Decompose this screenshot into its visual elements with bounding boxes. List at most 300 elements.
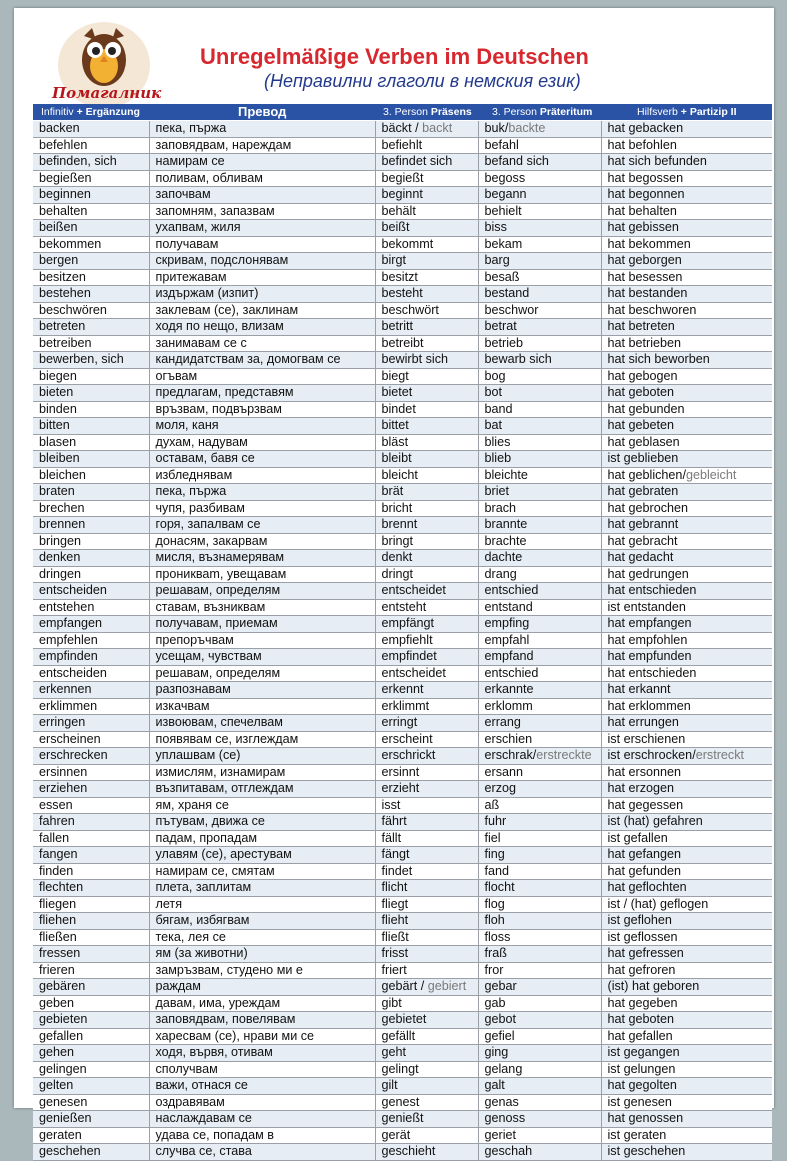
translation-cell bbox=[149, 187, 375, 204]
infinitive-cell bbox=[33, 979, 149, 996]
preterite-cell bbox=[478, 1061, 601, 1078]
infinitive-cell bbox=[33, 418, 149, 435]
infinitive-cell bbox=[33, 352, 149, 369]
participle-text: hat betrieben bbox=[607, 335, 682, 350]
table-row bbox=[33, 517, 772, 534]
translation-cell bbox=[149, 896, 375, 913]
infinitive-text: befinden, sich bbox=[39, 154, 117, 169]
infinitive-text: begießen bbox=[39, 170, 92, 185]
preterite-text: buk bbox=[484, 121, 505, 136]
infinitive-cell bbox=[33, 286, 149, 303]
preterite-text: befand sich bbox=[484, 154, 549, 169]
translation-text: изкачвам bbox=[155, 698, 210, 713]
translation-text: пека, пържа bbox=[155, 484, 227, 499]
participle-text: hat gefressen bbox=[607, 946, 684, 961]
participle-cell bbox=[601, 1012, 772, 1029]
participle-text: hat beschworen bbox=[607, 302, 697, 317]
preterite-cell bbox=[478, 1012, 601, 1029]
table-row bbox=[33, 880, 772, 897]
participle-cell bbox=[601, 1111, 772, 1128]
participle-text: ist geraten bbox=[607, 1127, 667, 1142]
preterite-cell bbox=[478, 1078, 601, 1095]
preterite-text: briet bbox=[484, 484, 509, 499]
table-row bbox=[33, 995, 772, 1012]
present-cell bbox=[375, 896, 478, 913]
present-cell bbox=[375, 533, 478, 550]
infinitive-text: fließen bbox=[39, 929, 77, 944]
infinitive-text: braten bbox=[39, 484, 75, 499]
present-cell bbox=[375, 748, 478, 765]
table-row bbox=[33, 665, 772, 682]
infinitive-text: betreiben bbox=[39, 335, 92, 350]
table-row bbox=[33, 484, 772, 501]
infinitive-cell bbox=[33, 467, 149, 484]
present-cell bbox=[375, 995, 478, 1012]
preterite-cell bbox=[478, 451, 601, 468]
translation-text: занимавам се с bbox=[155, 335, 247, 350]
participle-cell bbox=[601, 434, 772, 451]
translation-cell bbox=[149, 781, 375, 798]
translation-cell bbox=[149, 1045, 375, 1062]
translation-text: летя bbox=[155, 896, 183, 911]
translation-text: огъвам bbox=[155, 368, 198, 383]
translation-text: поливам, обливам bbox=[155, 170, 263, 185]
table-row bbox=[33, 682, 772, 699]
preterite-text: ersann bbox=[484, 764, 524, 779]
participle-text: hat geblasen bbox=[607, 434, 680, 449]
present-text: bringt bbox=[381, 533, 414, 548]
participle-text: hat geboten bbox=[607, 385, 675, 400]
participle-text: hat entschieden bbox=[607, 583, 697, 598]
translation-text: ям, храня се bbox=[155, 797, 229, 812]
translation-cell bbox=[149, 335, 375, 352]
participle-text: hat betreten bbox=[607, 319, 675, 334]
translation-cell bbox=[149, 385, 375, 402]
infinitive-text: brechen bbox=[39, 500, 85, 515]
participle-text: hat gegolten bbox=[607, 1078, 677, 1093]
participle-cell bbox=[601, 962, 772, 979]
present-cell bbox=[375, 1111, 478, 1128]
infinitive-text: empfehlen bbox=[39, 632, 98, 647]
translation-text: горя, запалвам се bbox=[155, 517, 261, 532]
present-text: gebietet bbox=[381, 1012, 427, 1027]
present-cell bbox=[375, 1078, 478, 1095]
preterite-cell bbox=[478, 236, 601, 253]
preterite-cell bbox=[478, 946, 601, 963]
preterite-text: entstand bbox=[484, 599, 533, 614]
participle-text: hat geflochten bbox=[607, 880, 687, 895]
infinitive-cell bbox=[33, 880, 149, 897]
participle-cell bbox=[601, 302, 772, 319]
infinitive-cell bbox=[33, 1012, 149, 1029]
translation-cell bbox=[149, 1061, 375, 1078]
translation-text: извоювам, спечелвам bbox=[155, 715, 283, 730]
present-cell bbox=[375, 929, 478, 946]
present-text: erschrickt bbox=[381, 748, 436, 763]
translation-text: заповядвам, повелявам bbox=[155, 1012, 296, 1027]
present-text: genießt bbox=[381, 1111, 424, 1126]
participle-text: ist geflossen bbox=[607, 929, 678, 944]
translation-text: моля, каня bbox=[155, 418, 219, 433]
infinitive-text: erkennen bbox=[39, 682, 92, 697]
preterite-cell bbox=[478, 352, 601, 369]
table-row bbox=[33, 781, 772, 798]
participle-text: ist (hat) gefahren bbox=[607, 814, 703, 829]
translation-cell bbox=[149, 467, 375, 484]
infinitive-text: empfinden bbox=[39, 649, 98, 664]
present-text: begießt bbox=[381, 170, 424, 185]
translation-text: харесвам (се), нрави ми се bbox=[155, 1028, 315, 1043]
participle-text: hat behalten bbox=[607, 203, 677, 218]
participle-text: ist erschienen bbox=[607, 731, 686, 746]
table-row bbox=[33, 929, 772, 946]
infinitive-cell bbox=[33, 715, 149, 732]
preterite-text: brachte bbox=[484, 533, 527, 548]
translation-text: започвам bbox=[155, 187, 211, 202]
participle-cell bbox=[601, 698, 772, 715]
participle-cell bbox=[601, 1127, 772, 1144]
preterite-text: geriet bbox=[484, 1127, 517, 1142]
translation-text: получавам bbox=[155, 236, 219, 251]
preterite-text: begoss bbox=[484, 170, 526, 185]
infinitive-cell bbox=[33, 665, 149, 682]
translation-text: ухапвам, жиля bbox=[155, 220, 241, 235]
participle-text: hat errungen bbox=[607, 715, 679, 730]
preterite-cell bbox=[478, 979, 601, 996]
preterite-text: genoss bbox=[484, 1111, 526, 1126]
translation-cell bbox=[149, 814, 375, 831]
present-text: fließt bbox=[381, 929, 409, 944]
translation-text: улавям (се), арестувам bbox=[155, 847, 292, 862]
present-cell bbox=[375, 1127, 478, 1144]
present-cell bbox=[375, 616, 478, 633]
preterite-text: fraß bbox=[484, 946, 507, 961]
present-text: fällt bbox=[381, 830, 402, 845]
preterite-cell bbox=[478, 170, 601, 187]
present-cell bbox=[375, 550, 478, 567]
present-text: frisst bbox=[381, 946, 409, 961]
present-cell bbox=[375, 880, 478, 897]
infinitive-text: beginnen bbox=[39, 187, 91, 202]
translation-cell bbox=[149, 368, 375, 385]
table-row bbox=[33, 649, 772, 666]
preterite-cell bbox=[478, 715, 601, 732]
table-row bbox=[33, 913, 772, 930]
infinitive-text: gebieten bbox=[39, 1012, 88, 1027]
translation-text: избледнявам bbox=[155, 467, 233, 482]
translation-text: плета, заплитам bbox=[155, 880, 252, 895]
translation-cell bbox=[149, 698, 375, 715]
preterite-cell bbox=[478, 698, 601, 715]
table-row bbox=[33, 715, 772, 732]
participle-cell bbox=[601, 896, 772, 913]
present-cell bbox=[375, 434, 478, 451]
infinitive-cell bbox=[33, 847, 149, 864]
table-row bbox=[33, 434, 772, 451]
present-text: bietet bbox=[381, 385, 413, 400]
translation-text: заповядвам, нареждам bbox=[155, 137, 292, 152]
infinitive-text: bewerben, sich bbox=[39, 352, 124, 367]
participle-cell bbox=[601, 979, 772, 996]
present-text: empfängt bbox=[381, 616, 435, 631]
participle-text: hat gefallen bbox=[607, 1028, 673, 1043]
present-text: flicht bbox=[381, 880, 408, 895]
table-row bbox=[33, 533, 772, 550]
preterite-cell bbox=[478, 434, 601, 451]
preterite-text: fror bbox=[484, 962, 504, 977]
participle-text: ist geschehen bbox=[607, 1144, 686, 1159]
infinitive-text: genesen bbox=[39, 1094, 88, 1109]
participle-cell bbox=[601, 946, 772, 963]
participle-text: hat erzogen bbox=[607, 781, 675, 796]
present-cell bbox=[375, 253, 478, 270]
preterite-cell bbox=[478, 616, 601, 633]
participle-cell bbox=[601, 1045, 772, 1062]
preterite-cell bbox=[478, 1094, 601, 1111]
infinitive-cell bbox=[33, 137, 149, 154]
infinitive-cell bbox=[33, 533, 149, 550]
preterite-text: erzog bbox=[484, 781, 517, 796]
preterite-cell bbox=[478, 797, 601, 814]
present-cell bbox=[375, 1045, 478, 1062]
present-cell bbox=[375, 698, 478, 715]
preterite-text: befahl bbox=[484, 137, 519, 152]
preterite-cell bbox=[478, 962, 601, 979]
preterite-text: gefiel bbox=[484, 1028, 515, 1043]
infinitive-text: fressen bbox=[39, 946, 81, 961]
present-cell bbox=[375, 220, 478, 237]
preterite-cell bbox=[478, 863, 601, 880]
present-cell bbox=[375, 401, 478, 418]
preterite-text: betrieb bbox=[484, 335, 524, 350]
present-text: besitzt bbox=[381, 269, 418, 284]
translation-text: бягам, избягвам bbox=[155, 913, 250, 928]
translation-cell bbox=[149, 830, 375, 847]
participle-cell bbox=[601, 929, 772, 946]
participle-cell bbox=[601, 665, 772, 682]
preterite-text: bot bbox=[484, 385, 503, 400]
participle-cell bbox=[601, 137, 772, 154]
present-cell bbox=[375, 484, 478, 501]
participle-text: hat gebrochen bbox=[607, 500, 689, 515]
present-cell bbox=[375, 1144, 478, 1161]
present-cell: gebärt / gebiert bbox=[375, 979, 478, 996]
preterite-text: floh bbox=[484, 913, 505, 928]
infinitive-cell bbox=[33, 1061, 149, 1078]
infinitive-cell bbox=[33, 253, 149, 270]
translation-text: тека, лея се bbox=[155, 929, 226, 944]
participle-cell bbox=[601, 616, 772, 633]
table-row bbox=[33, 1111, 772, 1128]
infinitive-text: essen bbox=[39, 797, 73, 812]
present-text: entsteht bbox=[381, 599, 427, 614]
infinitive-text: biegen bbox=[39, 368, 77, 383]
table-row bbox=[33, 220, 772, 237]
present-cell bbox=[375, 269, 478, 286]
present-text: beginnt bbox=[381, 187, 423, 202]
translation-text: ям (за животни) bbox=[155, 946, 248, 961]
infinitive-text: fahren bbox=[39, 814, 75, 829]
infinitive-text: bleiben bbox=[39, 451, 80, 466]
participle-cell bbox=[601, 1094, 772, 1111]
participle-cell bbox=[601, 517, 772, 534]
present-text: entscheidet bbox=[381, 665, 446, 680]
infinitive-text: backen bbox=[39, 121, 80, 136]
table-row bbox=[33, 764, 772, 781]
participle-text: hat sich beworben bbox=[607, 352, 710, 367]
infinitive-text: gelingen bbox=[39, 1061, 87, 1076]
preterite-text: brannte bbox=[484, 517, 528, 532]
participle-text: hat geblichen bbox=[607, 467, 683, 482]
participle-cell bbox=[601, 830, 772, 847]
participle-text: ist genesen bbox=[607, 1094, 672, 1109]
preterite-cell bbox=[478, 368, 601, 385]
participle-cell bbox=[601, 418, 772, 435]
participle-text: hat gebracht bbox=[607, 533, 678, 548]
present-cell bbox=[375, 319, 478, 336]
participle-cell bbox=[601, 451, 772, 468]
preterite-text: aß bbox=[484, 797, 500, 812]
present-cell bbox=[375, 632, 478, 649]
infinitive-cell bbox=[33, 1045, 149, 1062]
table-row bbox=[33, 253, 772, 270]
infinitive-cell bbox=[33, 814, 149, 831]
translation-text: пека, пържа bbox=[155, 121, 227, 136]
infinitive-cell bbox=[33, 319, 149, 336]
preterite-cell bbox=[478, 1028, 601, 1045]
translation-cell bbox=[149, 616, 375, 633]
translation-cell bbox=[149, 715, 375, 732]
translation-cell bbox=[149, 599, 375, 616]
table-row bbox=[33, 599, 772, 616]
table-row bbox=[33, 302, 772, 319]
infinitive-text: erringen bbox=[39, 715, 86, 730]
participle-cell bbox=[601, 764, 772, 781]
participle-text: hat erklommen bbox=[607, 698, 691, 713]
infinitive-cell bbox=[33, 649, 149, 666]
table-row bbox=[33, 979, 772, 996]
preterite-cell bbox=[478, 830, 601, 847]
infinitive-text: bitten bbox=[39, 418, 70, 433]
present-text: brennt bbox=[381, 517, 418, 532]
infinitive-cell bbox=[33, 682, 149, 699]
logo bbox=[52, 20, 162, 114]
preterite-text: dachte bbox=[484, 550, 523, 565]
translation-text: намирам се bbox=[155, 154, 225, 169]
preterite-cell bbox=[478, 781, 601, 798]
present-text: befindet sich bbox=[381, 154, 453, 169]
participle-text: hat gebacken bbox=[607, 121, 684, 136]
participle-text: hat gegeben bbox=[607, 995, 678, 1010]
translation-cell bbox=[149, 550, 375, 567]
translation-text: запомням, запазвам bbox=[155, 203, 275, 218]
participle-text: hat entschieden bbox=[607, 665, 697, 680]
translation-cell bbox=[149, 748, 375, 765]
infinitive-text: beschwören bbox=[39, 302, 107, 317]
table-row bbox=[33, 616, 772, 633]
present-cell bbox=[375, 286, 478, 303]
present-text: geht bbox=[381, 1045, 407, 1060]
present-cell bbox=[375, 863, 478, 880]
participle-cell bbox=[601, 484, 772, 501]
infinitive-text: gefallen bbox=[39, 1028, 84, 1043]
present-cell bbox=[375, 467, 478, 484]
table-row bbox=[33, 368, 772, 385]
infinitive-text: erziehen bbox=[39, 781, 88, 796]
preterite-cell: buk/backte bbox=[478, 121, 601, 137]
preterite-cell bbox=[478, 847, 601, 864]
participle-cell bbox=[601, 797, 772, 814]
participle-text: ist geflohen bbox=[607, 913, 672, 928]
participle-cell bbox=[601, 814, 772, 831]
table-row bbox=[33, 121, 772, 137]
translation-cell bbox=[149, 517, 375, 534]
infinitive-text: geben bbox=[39, 995, 75, 1010]
preterite-text: barg bbox=[484, 253, 510, 268]
translation-cell bbox=[149, 418, 375, 435]
preterite-cell bbox=[478, 583, 601, 600]
present-text: entscheidet bbox=[381, 583, 446, 598]
infinitive-text: bekommen bbox=[39, 236, 102, 251]
translation-cell bbox=[149, 946, 375, 963]
infinitive-text: bleichen bbox=[39, 467, 86, 482]
present-cell bbox=[375, 946, 478, 963]
present-cell bbox=[375, 814, 478, 831]
preterite-cell bbox=[478, 913, 601, 930]
preterite-text: floss bbox=[484, 929, 511, 944]
infinitive-cell bbox=[33, 698, 149, 715]
infinitive-text: fangen bbox=[39, 847, 78, 862]
participle-cell bbox=[601, 1078, 772, 1095]
present-text: dringt bbox=[381, 566, 414, 581]
present-cell bbox=[375, 137, 478, 154]
infinitive-text: entscheiden bbox=[39, 665, 107, 680]
participle-cell bbox=[601, 236, 772, 253]
participle-text: hat gedrungen bbox=[607, 566, 689, 581]
alternate-form: gebleicht bbox=[685, 467, 737, 482]
present-text: erkennt bbox=[381, 682, 424, 697]
infinitive-cell bbox=[33, 830, 149, 847]
table-row bbox=[33, 847, 772, 864]
preterite-text: entschied bbox=[484, 583, 539, 598]
participle-cell bbox=[601, 583, 772, 600]
preterite-cell bbox=[478, 814, 601, 831]
present-text: isst bbox=[381, 797, 401, 812]
verb-table bbox=[33, 121, 772, 1161]
preterite-text: bestand bbox=[484, 286, 530, 301]
translation-cell bbox=[149, 154, 375, 171]
translation-text: уплашвам (се) bbox=[155, 748, 241, 763]
infinitive-cell bbox=[33, 1078, 149, 1095]
infinitive-cell bbox=[33, 385, 149, 402]
translation-cell bbox=[149, 203, 375, 220]
translation-text: духам, надувам bbox=[155, 434, 248, 449]
present-text: gelingt bbox=[381, 1061, 419, 1076]
table-row bbox=[33, 731, 772, 748]
present-cell bbox=[375, 599, 478, 616]
participle-text: hat begossen bbox=[607, 170, 684, 185]
owl-icon bbox=[52, 20, 156, 90]
present-cell bbox=[375, 1061, 478, 1078]
infinitive-cell bbox=[33, 797, 149, 814]
present-cell bbox=[375, 1028, 478, 1045]
present-text: bewirbt sich bbox=[381, 352, 448, 367]
translation-cell bbox=[149, 319, 375, 336]
table-row bbox=[33, 319, 772, 336]
infinitive-cell bbox=[33, 269, 149, 286]
preterite-text: brach bbox=[484, 500, 517, 515]
preterite-cell bbox=[478, 418, 601, 435]
